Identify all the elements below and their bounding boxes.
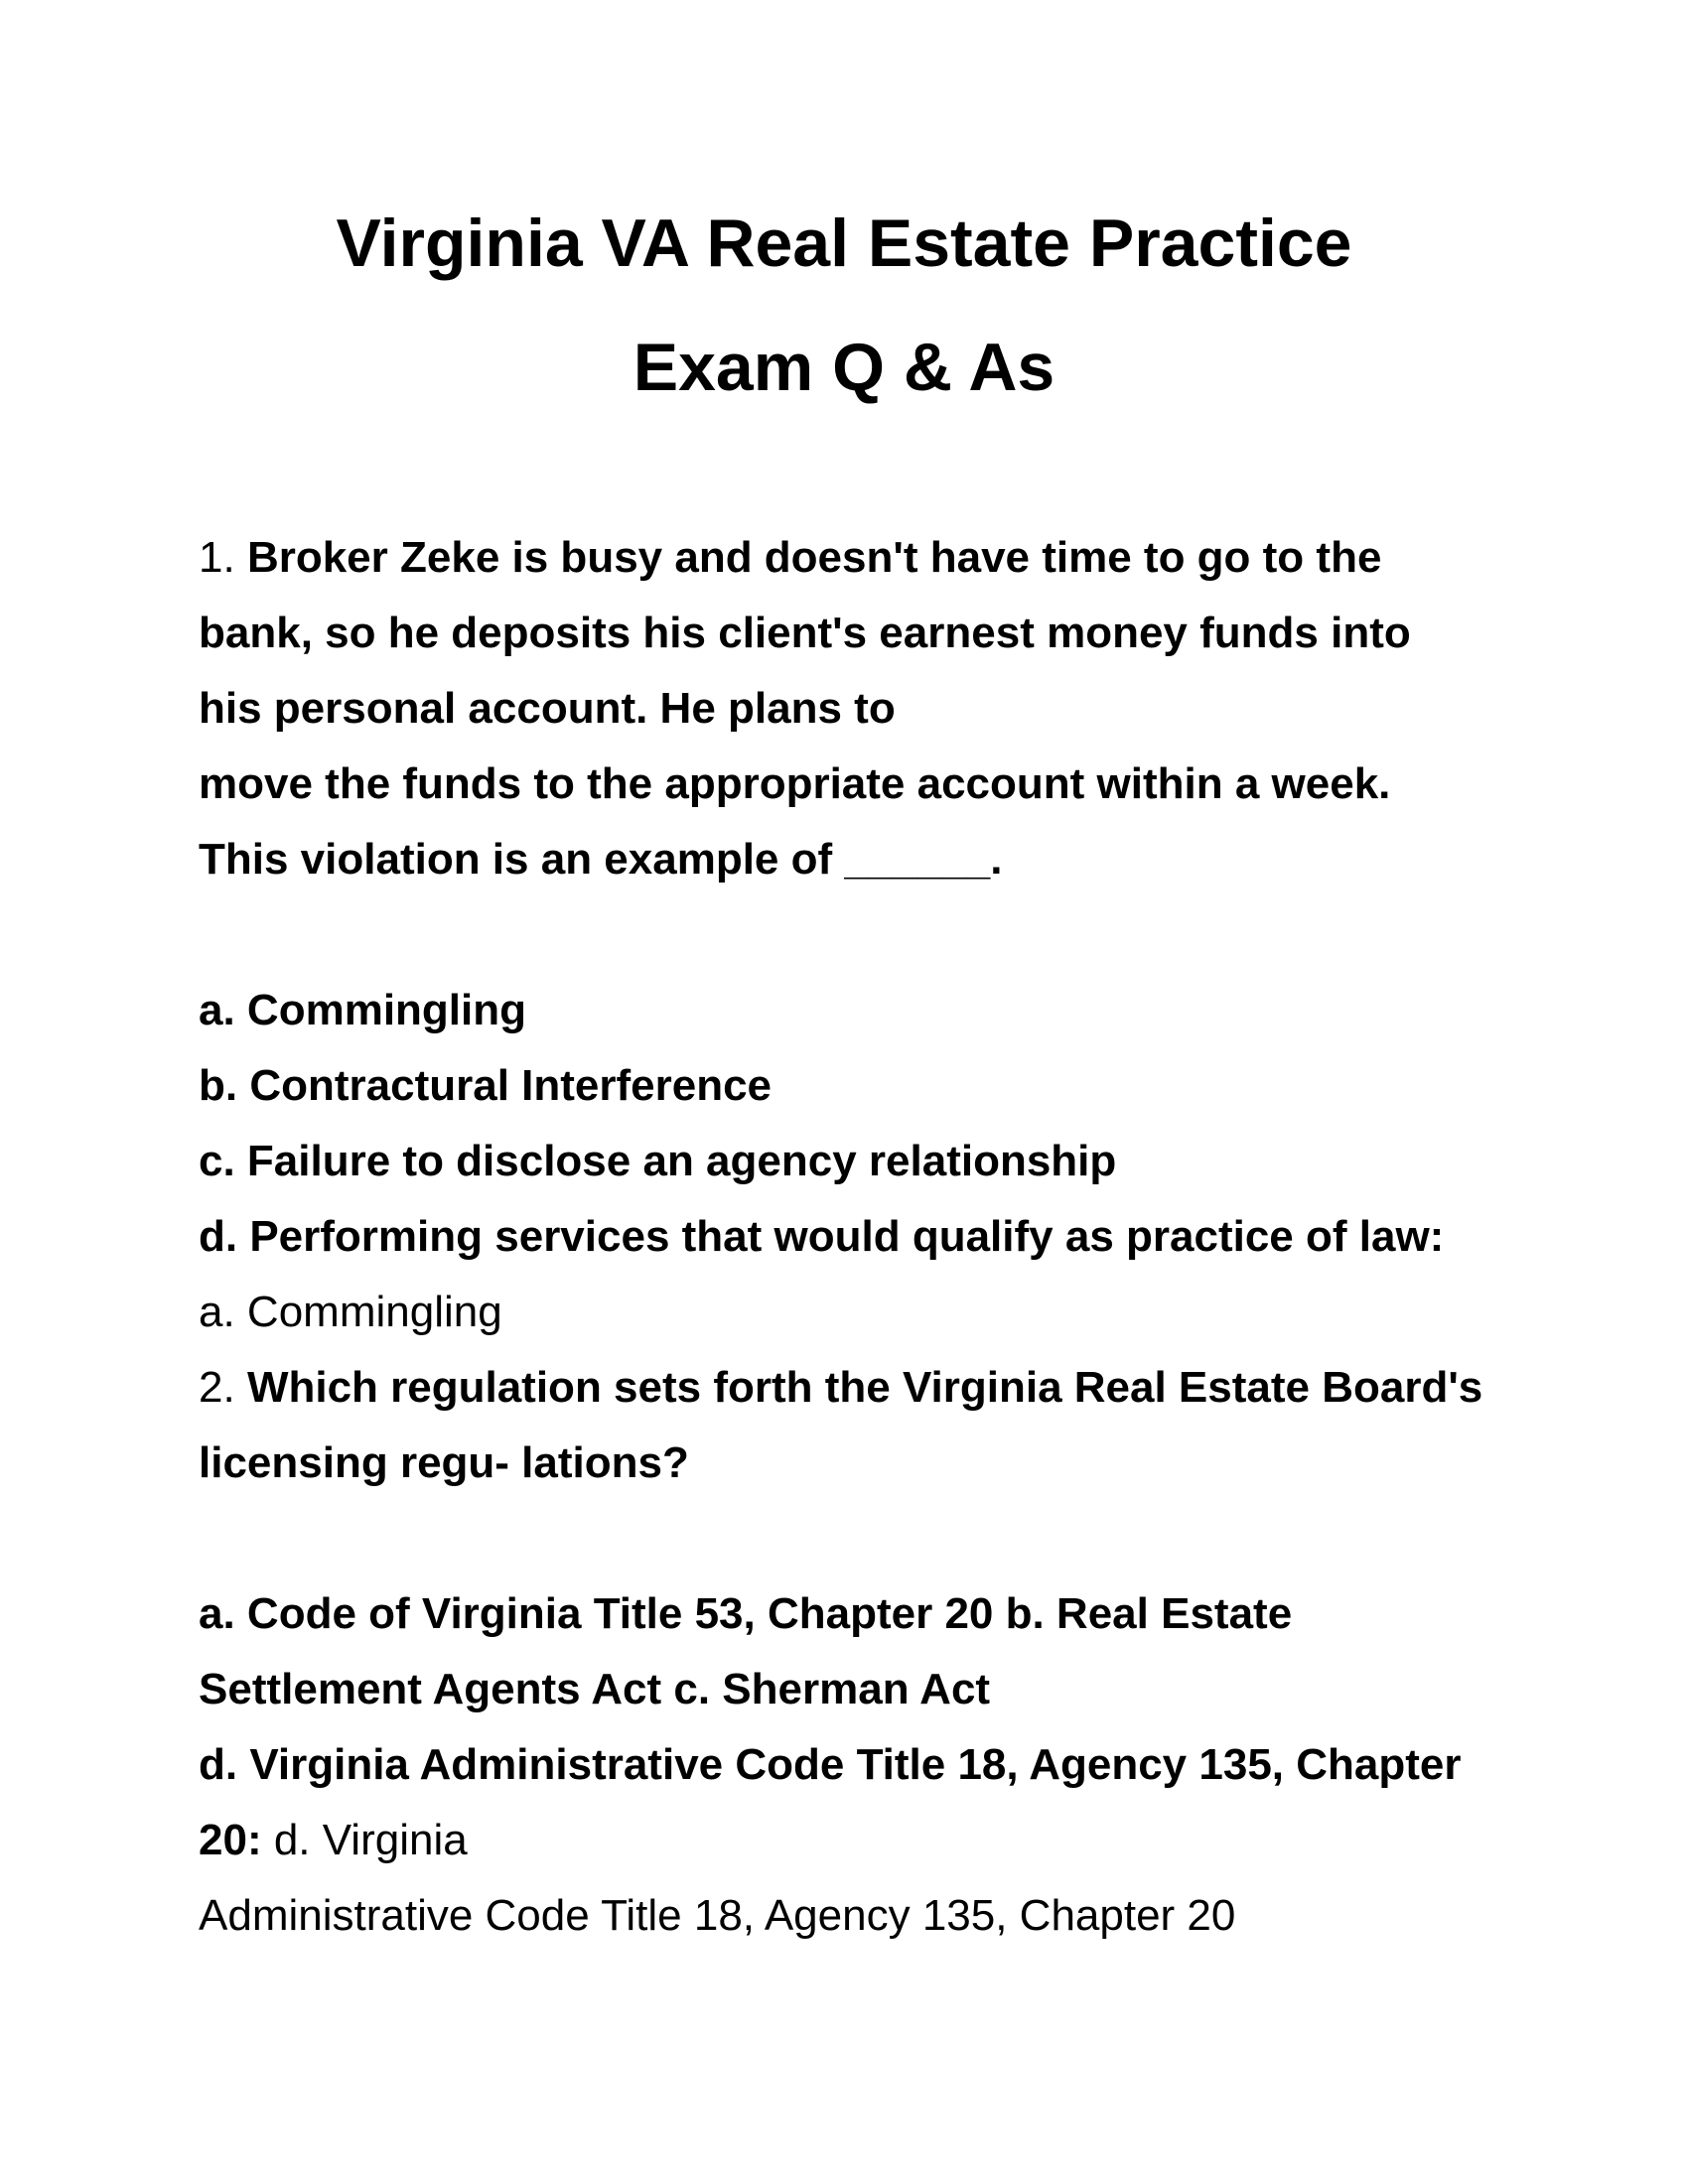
question-1-text-line-4: move the funds to the appropriate account within a week. — [199, 759, 1391, 808]
question-2-line-1 — [199, 1362, 1482, 1414]
question-1-number: 1. — [199, 533, 235, 582]
question-2-text-line-1: Which regulation sets forth the Virginia Real Estate Board's — [246, 1363, 1483, 1412]
question-1-text-line-3: his personal account. He plans to — [199, 684, 896, 733]
question-1-text-line-1: Broker Zeke is busy and doesn't have time to go to the — [246, 533, 1382, 582]
question-1-line-1 — [199, 532, 1381, 584]
question-2-answer-part-1: d. Virginia — [273, 1816, 468, 1864]
question-1-text-line-5: This violation is an example of ______. — [199, 835, 1003, 884]
question-1-text-line-2: bank, so he deposits his client's earnest money funds into — [199, 609, 1411, 657]
question-1-option-d: d. Performing services that would qualify as practice of law: — [199, 1212, 1445, 1261]
question-2-options-line-1: a. Code of Virginia Title 53, Chapter 20 b. Real Estate — [199, 1589, 1293, 1638]
document-title-line-2: Exam Q & As — [633, 330, 1055, 405]
question-2-answer-part-2: Administrative Code Title 18, Agency 135, Chapter 20 — [199, 1891, 1236, 1940]
document-title-line-1: Virginia VA Real Estate Practice — [336, 205, 1352, 281]
question-1-option-b: b. Contractural Interference — [199, 1061, 773, 1110]
question-2-text-line-2: licensing regu- lations? — [199, 1438, 689, 1487]
question-2-options-line-2: Settlement Agents Act c. Sherman Act — [199, 1665, 991, 1713]
question-2-number: 2. — [199, 1363, 235, 1412]
question-2-options-line-3: d. Virginia Administrative Code Title 18, Agency 135, Chapter — [199, 1740, 1462, 1789]
question-1-answer: a. Commingling — [199, 1288, 502, 1336]
question-2-option-d-end: 20: — [199, 1816, 262, 1864]
question-1-option-a: a. Commingling — [199, 986, 526, 1034]
question-1-option-c: c. Failure to disclose an agency relationship — [199, 1137, 1117, 1185]
question-2-options-line-4 — [199, 1815, 468, 1866]
